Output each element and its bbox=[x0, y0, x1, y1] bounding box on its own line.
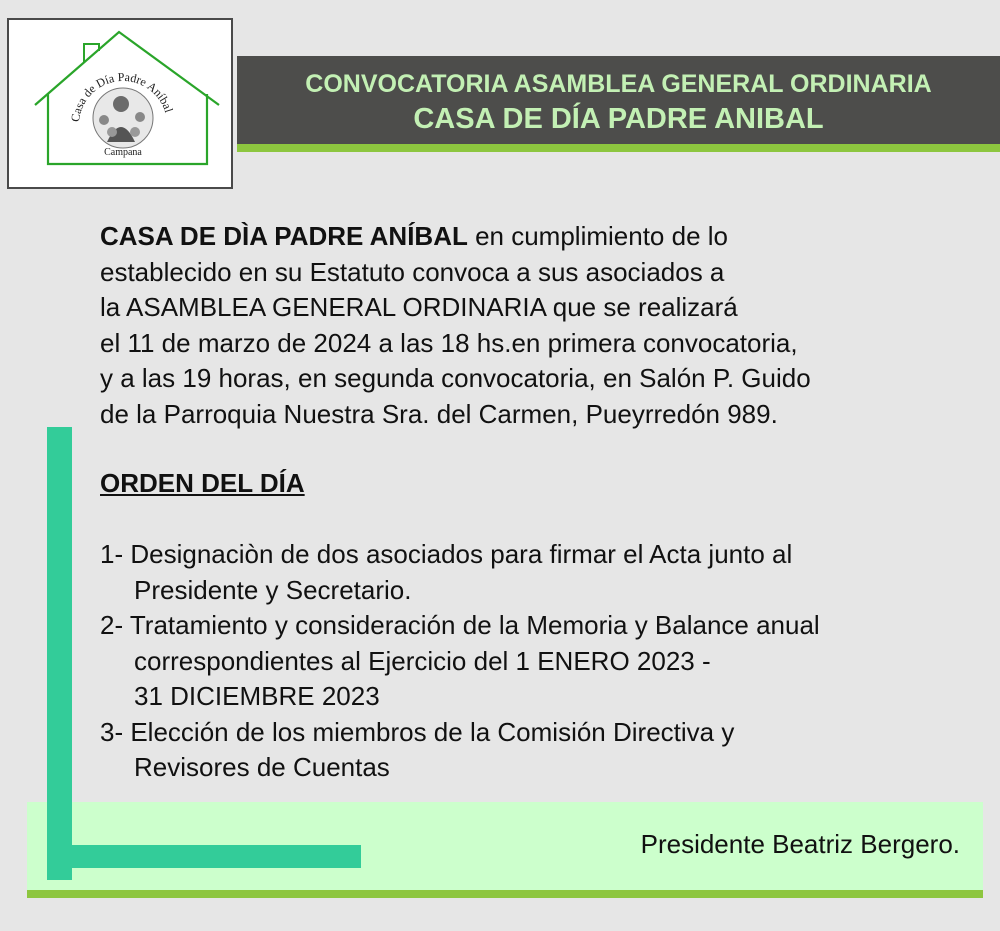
paragraph-line: y a las 19 horas, en segunda convocatoria, en Salón P. Guido bbox=[100, 363, 811, 393]
agenda-item-continuation: Revisores de Cuentas bbox=[134, 752, 390, 782]
agenda-item bbox=[100, 537, 820, 608]
agenda-list bbox=[100, 537, 820, 786]
agenda-heading: ORDEN DEL DÍA bbox=[100, 468, 305, 498]
paragraph-line: la ASAMBLEA GENERAL ORDINARIA que se realizará bbox=[100, 292, 738, 322]
paragraph-line: el 11 de marzo de 2024 a las 18 hs.en primera convocatoria, bbox=[100, 327, 798, 358]
agenda-item bbox=[100, 715, 820, 786]
paragraph-line: establecido en su Estatuto convoca a sus asociados a bbox=[100, 256, 725, 287]
agenda-item-continuation: 31 DICIEMBRE 2023 bbox=[134, 681, 380, 711]
logo bbox=[7, 18, 233, 189]
agenda-item-line: 2- Tratamiento y consideración de la Memoria y Balance anual bbox=[100, 610, 820, 640]
paragraph-line bbox=[100, 219, 811, 255]
green-frame-horizontal bbox=[47, 845, 361, 868]
paragraph-line: de la Parroquia Nuestra Sra. del Carmen, Pueyrredón 989. bbox=[100, 398, 778, 429]
house-logo-icon bbox=[9, 20, 231, 187]
logo-arc-text: Casa de Día Padre Aníbal bbox=[68, 69, 176, 123]
agenda-item-line: 3- Elección de los miembros de la Comisión Directiva y bbox=[100, 716, 735, 747]
agenda-item-continuation: Presidente y Secretario. bbox=[134, 574, 412, 605]
organization-name: CASA DE DÌA PADRE ANÍBAL bbox=[100, 221, 468, 251]
agenda-item-line: 1- Designaciòn de dos asociados para firmar el Acta junto al bbox=[100, 539, 793, 569]
logo-campana-text: Campana bbox=[104, 147, 142, 158]
header-title-convocatoria: CONVOCATORIA ASAMBLEA GENERAL ORDINARIA bbox=[305, 70, 932, 98]
signature: Presidente Beatriz Bergero. bbox=[640, 829, 960, 859]
agenda-item-continuation: correspondientes al Ejercicio del 1 ENERO 2023 - bbox=[134, 645, 711, 676]
convocation-paragraph bbox=[100, 219, 811, 432]
header-accent-line bbox=[237, 144, 1000, 152]
green-frame-vertical bbox=[47, 427, 72, 880]
footer-accent-line bbox=[27, 890, 983, 898]
paragraph-line-text: en cumplimiento de lo bbox=[467, 221, 728, 251]
header-title-organization: CASA DE DÍA PADRE ANIBAL bbox=[413, 103, 824, 135]
agenda-item bbox=[100, 608, 820, 715]
